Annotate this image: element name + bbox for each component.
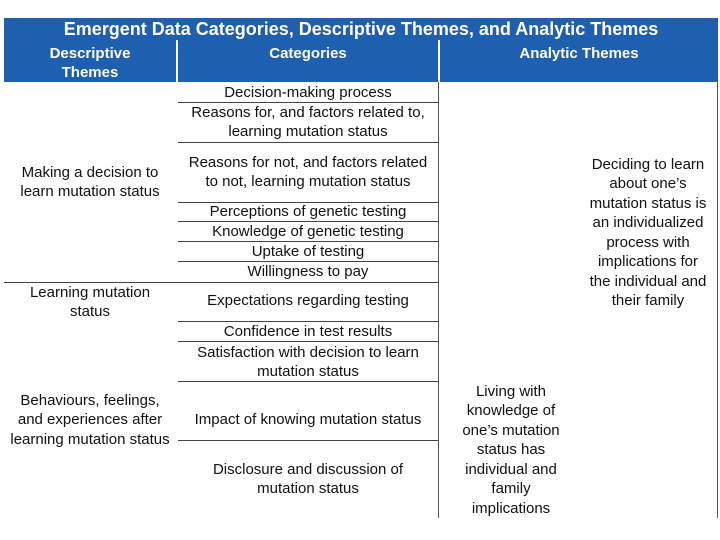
category-row: Reasons for, and factors related to, learning mutation status [191, 103, 425, 140]
table-title: Emergent Data Categories, Descriptive Themes, and Analytic Themes [4, 18, 718, 40]
header-analytic-themes [440, 40, 718, 82]
descriptive-theme-after: Behaviours, feelings, and experiences after learning mutation status [10, 391, 170, 448]
category-row: Knowledge of genetic testing [212, 223, 404, 241]
header-categories [178, 40, 438, 82]
category-row: Confidence in test results [223, 323, 393, 341]
category-row: Satisfaction with decision to learn mutation status [197, 343, 419, 380]
header-descriptive-themes [4, 40, 176, 82]
descriptive-theme-learning: Learning mutation status [29, 283, 151, 320]
category-row: Perceptions of genetic testing [209, 203, 407, 221]
category-row: Disclosure and discussion of mutation status [212, 460, 404, 497]
row-divider [178, 381, 438, 382]
table-right-border [717, 82, 718, 518]
category-row: Decision-making process [224, 84, 392, 102]
descriptive-theme-decision: Making a decision to learn mutation status [20, 163, 160, 200]
category-row: Reasons for not, and factors related to not, learning mutation status [188, 153, 428, 190]
category-row: Willingness to pay [247, 263, 369, 281]
category-row: Uptake of testing [251, 243, 365, 261]
row-divider [178, 440, 438, 441]
category-row: Expectations regarding testing [207, 292, 409, 310]
analytic-theme-decision: Deciding to learn about one’s mutation status is an individualized process with implications for the individual and their family [589, 155, 707, 309]
category-row: Impact of knowing mutation status [194, 411, 422, 429]
column-divider [438, 82, 439, 518]
header-categories-label: Categories [269, 45, 347, 62]
header-descriptive-label: Descriptive Themes [49, 45, 131, 81]
analytic-theme-living: Living with knowledge of one’s mutation status has individual and family implications [462, 382, 560, 517]
header-analytic-label: Analytic Themes [519, 45, 639, 62]
